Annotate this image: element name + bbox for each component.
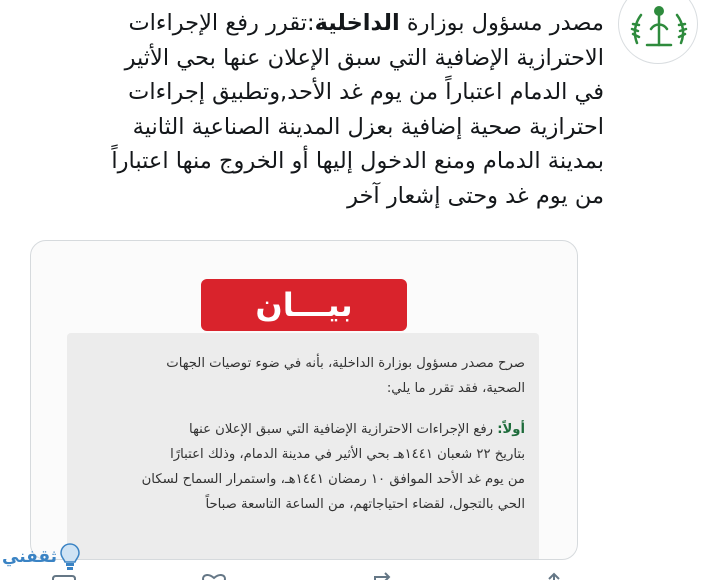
tweet-actions xyxy=(0,572,720,580)
statement-line: من يوم غد الأحد الموافق ١٠ رمضان ١٤٤١هـ، واستمرار السماح لسكان xyxy=(141,472,525,487)
statement-banner: بيـــان xyxy=(201,279,407,331)
tweet-line: في الدمام اعتباراً من يوم غد الأحد,وتطبيق إجراءات xyxy=(128,79,604,105)
first-label: أولاً: xyxy=(497,422,525,437)
tweet-line: مصدر مسؤول بوزارة الداخلية:تقرر رفع الإجراءات xyxy=(128,10,604,36)
statement-line: أولاً: رفع الإجراءات الاحترازية الإضافية التي سبق الإعلان عنها xyxy=(189,422,525,437)
watermark-text: ثقفني xyxy=(2,547,57,567)
statement-line: الصحية، فقد تقرر ما يلي: xyxy=(386,381,525,396)
tweet-bold-word: الداخلية xyxy=(314,10,400,36)
statement-line: صرح مصدر مسؤول بوزارة الداخلية، بأنه في ضوء توصيات الجهات xyxy=(166,356,525,371)
attached-image-card[interactable] xyxy=(30,240,578,560)
tweet-line: من يوم غد وحتى إشعار آخر xyxy=(347,182,604,209)
statement-line: الحي بالتجول، لقضاء احتياجاتهم، من الساعة التاسعة صباحاً xyxy=(205,497,525,512)
ministry-emblem-icon xyxy=(619,0,698,64)
statement-panel xyxy=(67,333,539,560)
tweet-line: احترازية صحية إضافية بعزل المدينة الصناعية الثانية xyxy=(132,113,604,140)
retweet-icon[interactable] xyxy=(370,572,398,580)
tweet-text xyxy=(24,6,604,213)
avatar[interactable] xyxy=(618,0,698,64)
tweet-line: الاحترازية الإضافية التي سبق الإعلان عنها بحي الأثير xyxy=(124,44,604,71)
reply-icon[interactable] xyxy=(50,572,78,580)
share-icon[interactable] xyxy=(540,572,568,580)
paragraph-gap xyxy=(81,401,525,417)
watermark xyxy=(2,542,81,572)
tweet-line: بمدينة الدمام ومنع الدخول إليها أو الخروج منها اعتباراً xyxy=(111,148,604,174)
like-icon[interactable] xyxy=(200,572,228,580)
statement-text xyxy=(81,351,525,517)
statement-line: بتاريخ ٢٢ شعبان ١٤٤١هـ بحي الأثير في مدينة الدمام، وذلك اعتبارًا xyxy=(170,447,525,462)
bulb-icon xyxy=(59,542,81,572)
